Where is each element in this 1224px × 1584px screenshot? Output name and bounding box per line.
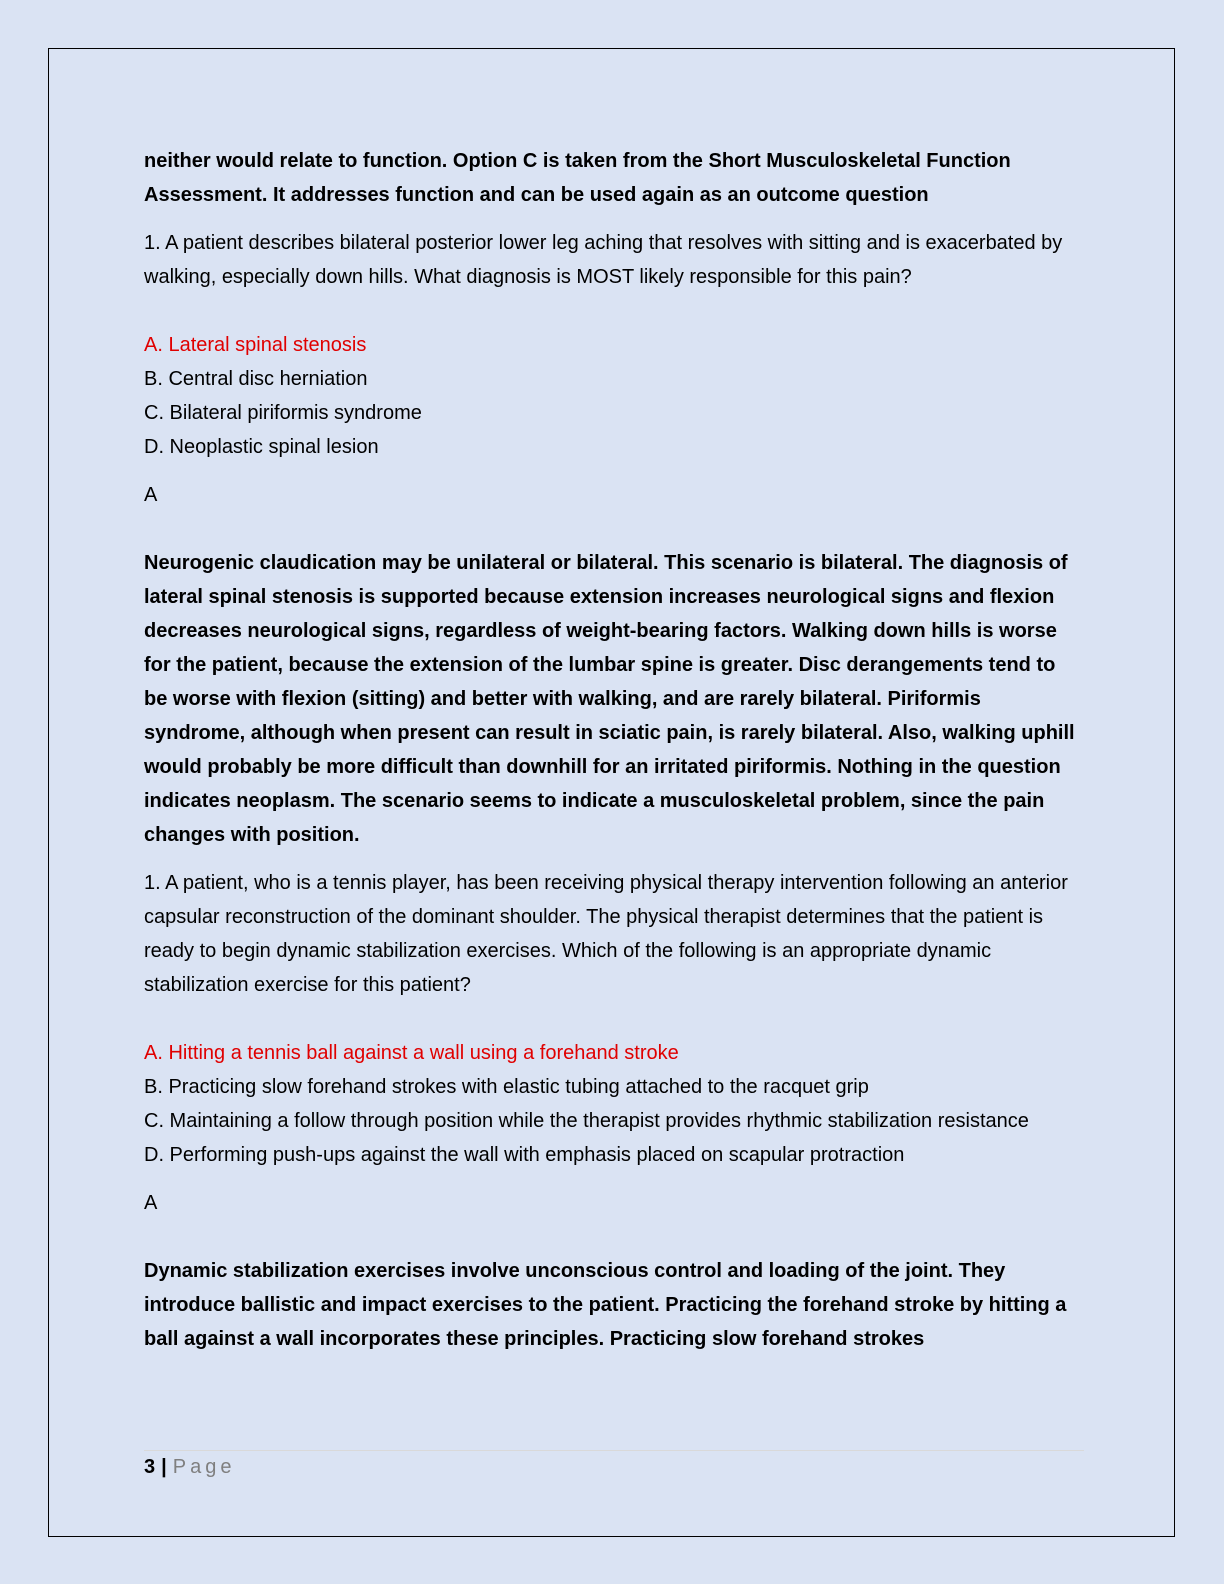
question-2-option-d: D. Performing push-ups against the wall with emphasis placed on scapular protraction [144, 1144, 905, 1166]
question-1-options [144, 328, 1084, 464]
question-2-option-c: C. Maintaining a follow through position while the therapist provides rhythmic stabilization resistance [144, 1110, 1029, 1132]
question-2-option-a: A. Hitting a tennis ball against a wall using a forehand stroke [144, 1042, 679, 1064]
question-1-explanation: Neurogenic claudication may be unilateral or bilateral. This scenario is bilateral. The diagnosis of lateral spinal stenosis is supported because extension increases neurological signs and flexion decreases neurological signs, regardless of weight-bearing factors. Walking down hills is worse for the patient, because the extension of the lumbar spine is greater. Disc derangements tend to be worse with flexion (sitting) and better with walking, and are rarely bilateral. Piriformis syndrome, although when present can result in sciatic pain, is rarely bilateral. Also, walking uphill would probably be more difficult than downhill for an irritated piriformis. Nothing in the question indicates neoplasm. The scenario seems to indicate a musculoskeletal problem, since the pain changes with position. [144, 552, 1075, 846]
question-2-answer: A [144, 1192, 158, 1214]
question-1-option-a: A. Lateral spinal stenosis [144, 334, 367, 356]
page-footer [144, 1454, 235, 1480]
question-1-option-b: B. Central disc herniation [144, 368, 368, 390]
footer-separator: | [161, 1456, 167, 1478]
page-number: 3 [144, 1456, 156, 1478]
question-2-options [144, 1036, 1084, 1172]
intro-explanation: neither would relate to function. Option C is taken from the Short Musculoskeletal Function Assessment. It addresses function and can be used again as an outcome question [144, 150, 1011, 206]
question-2-explanation: Dynamic stabilization exercises involve unconscious control and loading of the joint. They introduce ballistic and impact exercises to the patient. Practicing the forehand stroke by hitting a ball against a wall incorporates these principles. Practicing slow forehand strokes [144, 1260, 1067, 1350]
question-2-stem: 1. A patient, who is a tennis player, has been receiving physical therapy intervention following an anterior capsular reconstruction of the dominant shoulder. The physical therapist determines that the patient is ready to begin dynamic stabilization exercises. Which of the following is an appropriate dynamic stabilization exercise for this patient? [144, 872, 1068, 996]
page-label: Page [172, 1456, 236, 1478]
question-1-answer: A [144, 484, 158, 506]
question-2-option-b: B. Practicing slow forehand strokes with elastic tubing attached to the racquet grip [144, 1076, 869, 1098]
question-1-option-c: C. Bilateral piriformis syndrome [144, 402, 422, 424]
document-body [144, 144, 1084, 1356]
question-1-option-d: D. Neoplastic spinal lesion [144, 436, 379, 458]
footer-divider [144, 1450, 1084, 1451]
question-1-stem: 1. A patient describes bilateral posterior lower leg aching that resolves with sitting and is exacerbated by walking, especially down hills. What diagnosis is MOST likely responsible for this pain? [144, 232, 1063, 288]
